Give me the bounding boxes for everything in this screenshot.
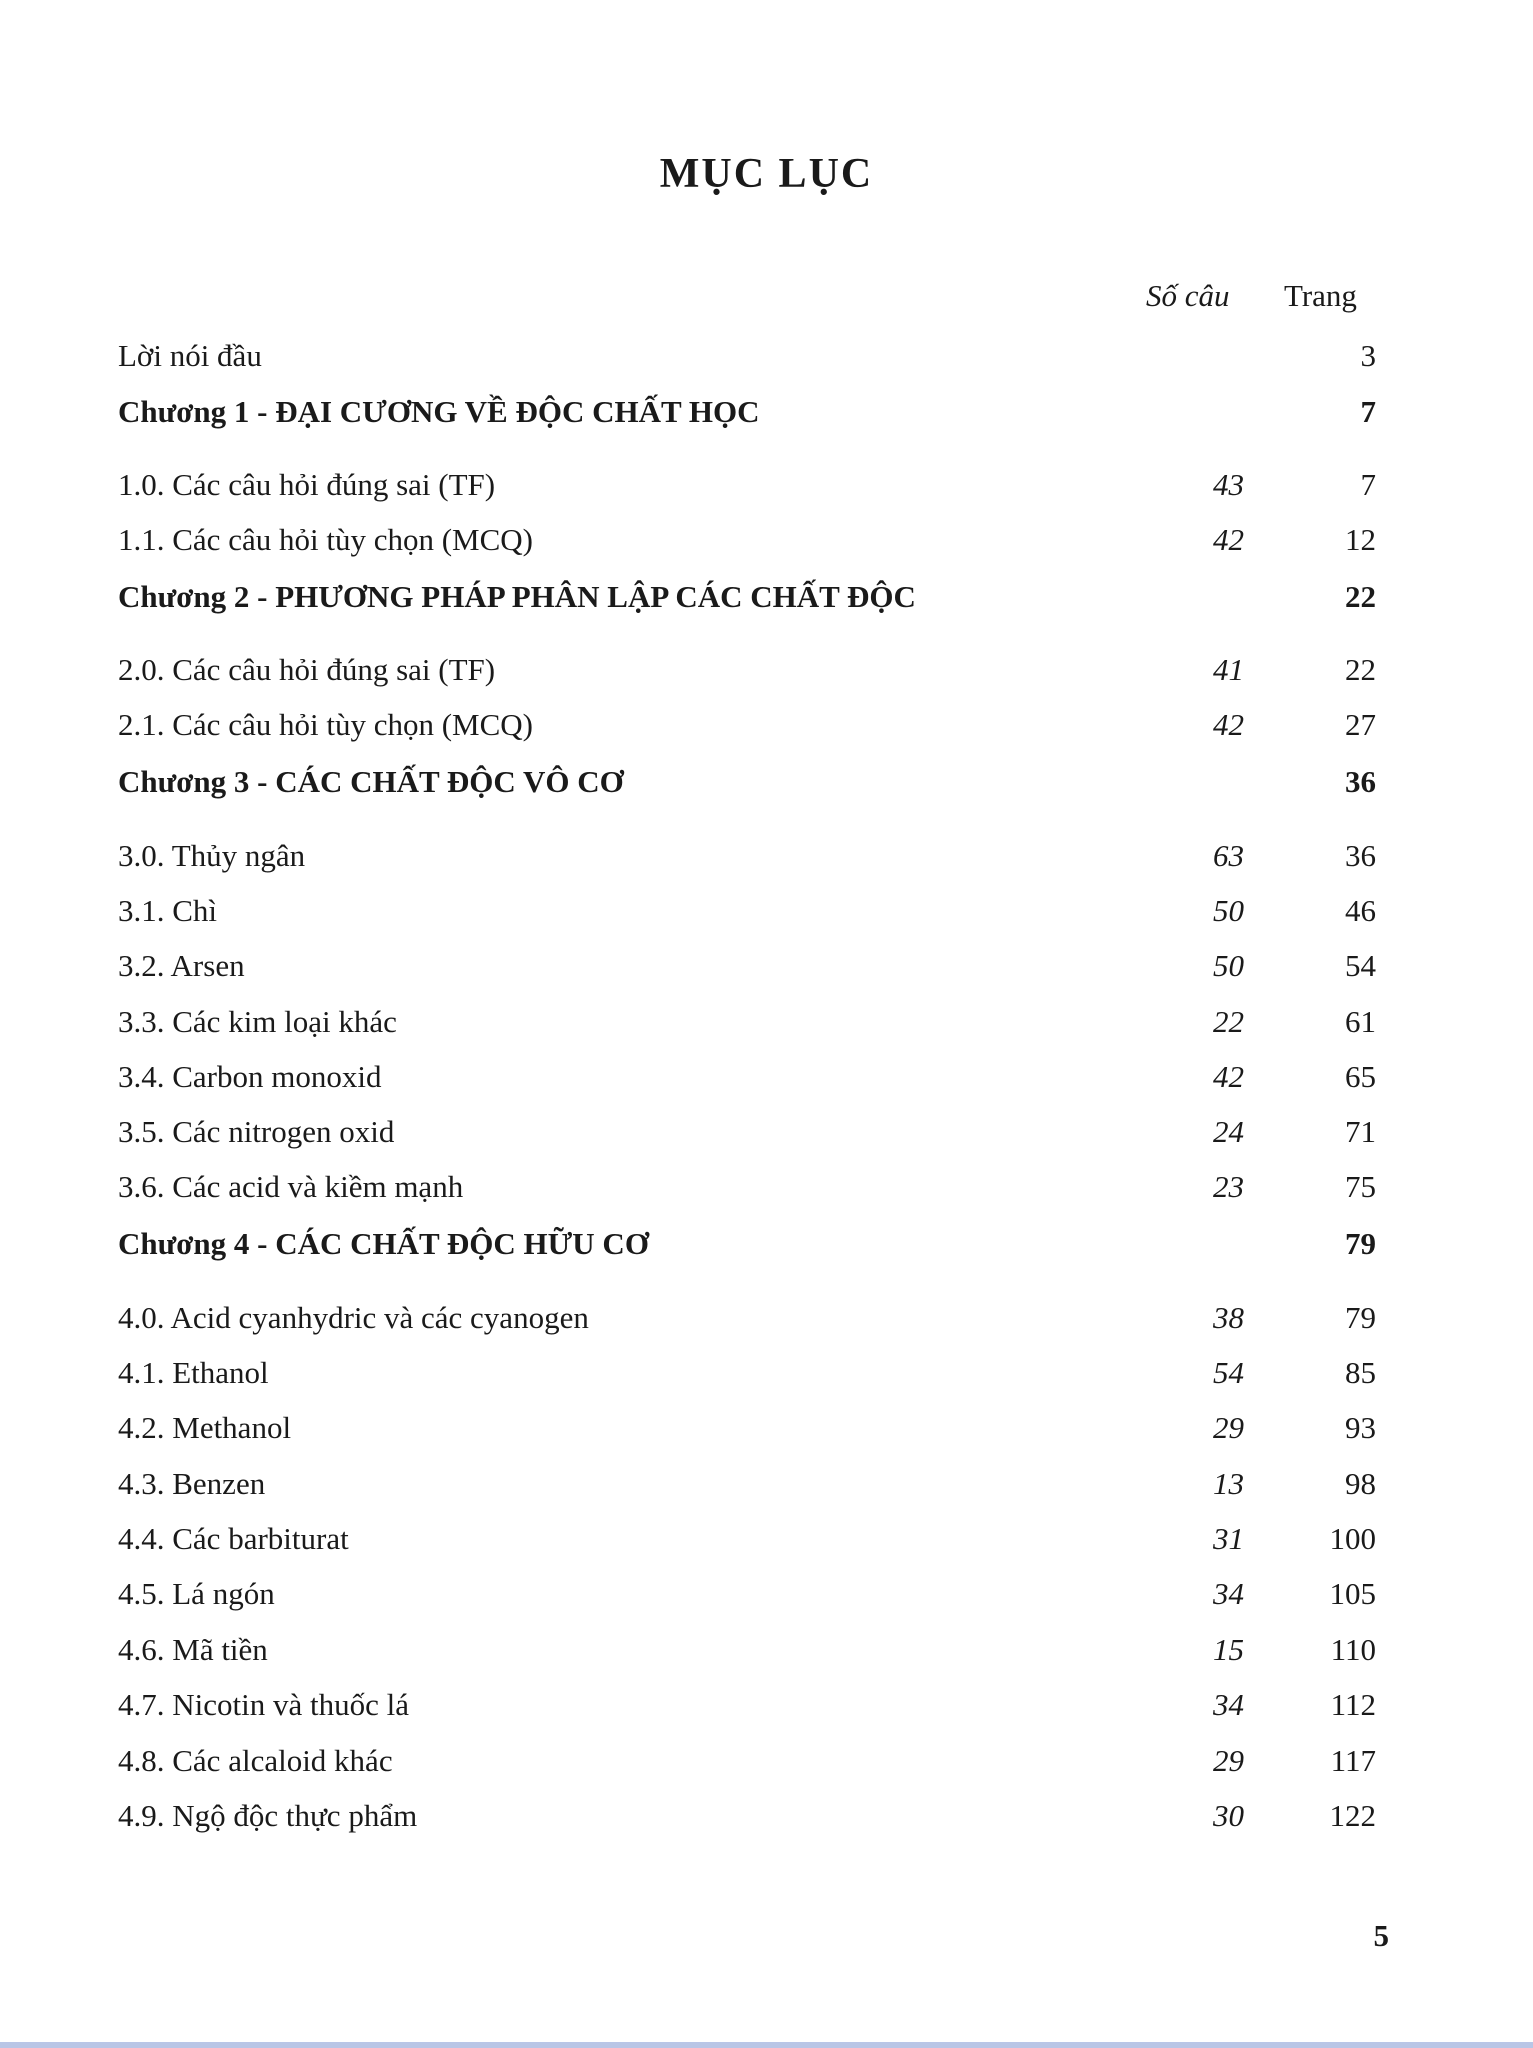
toc-entry-page: 12: [1345, 522, 1376, 557]
toc-entry-label: 4.0. Acid cyanhydric và các cyanogen: [118, 1300, 589, 1335]
toc-chapter-row: [118, 760, 1376, 804]
toc-entry-label: 3.1. Chì: [118, 893, 218, 928]
toc-entry-page: 27: [1345, 707, 1376, 742]
toc-row: [118, 1739, 1376, 1783]
toc-entry-page: 36: [1345, 764, 1376, 799]
toc-entry-label: 1.0. Các câu hỏi đúng sai (TF): [118, 467, 496, 502]
toc-entry-question-count: 42: [1213, 707, 1244, 742]
bottom-edge: [0, 2042, 1533, 2048]
toc-row: [118, 1296, 1376, 1340]
toc-row: [118, 1406, 1376, 1450]
toc-entry-label: Chương 4 - CÁC CHẤT ĐỘC HỮU CƠ: [118, 1226, 649, 1261]
toc-entry-page: 93: [1345, 1410, 1376, 1445]
toc-entry-label: 2.1. Các câu hỏi tùy chọn (MCQ): [118, 707, 533, 742]
toc-row: [118, 648, 1376, 692]
toc-row: [118, 1000, 1376, 1044]
toc-entry-question-count: 24: [1213, 1114, 1244, 1149]
toc-row: [118, 1794, 1376, 1838]
page-number: 5: [1373, 1918, 1389, 1953]
toc-entry-label: 3.2. Arsen: [118, 948, 245, 983]
toc-row: [118, 463, 1376, 507]
toc-entry-page: 117: [1330, 1743, 1376, 1778]
page-title: MỤC LỤC: [659, 151, 874, 197]
toc-entry-question-count: 34: [1213, 1687, 1244, 1722]
toc-row: [118, 944, 1376, 988]
toc-chapter-row: [118, 575, 1376, 619]
toc-entry-page: 79: [1345, 1226, 1376, 1261]
toc-entry-page: 46: [1345, 893, 1376, 928]
toc-entry-question-count: 13: [1213, 1466, 1244, 1501]
toc-entry-question-count: 23: [1213, 1169, 1244, 1204]
toc-entry-page: 7: [1360, 467, 1376, 502]
toc-row: [118, 834, 1376, 878]
toc-entry-page: 100: [1329, 1521, 1376, 1556]
toc-entry-page: 79: [1345, 1300, 1376, 1335]
column-header-page: Trang: [1284, 278, 1357, 313]
toc-entry-label: 4.4. Các barbiturat: [118, 1521, 349, 1556]
toc-row: [118, 334, 1376, 378]
toc-entry-label: 3.6. Các acid và kiềm mạnh: [118, 1169, 464, 1204]
toc-entry-question-count: 63: [1213, 838, 1244, 873]
toc-row: [118, 1517, 1376, 1561]
toc-entry-question-count: 41: [1213, 652, 1244, 687]
toc-entry-label: 3.3. Các kim loại khác: [118, 1004, 397, 1039]
toc-entry-page: 75: [1345, 1169, 1376, 1204]
toc-entry-question-count: 31: [1213, 1521, 1244, 1556]
toc-entry-page: 36: [1345, 838, 1376, 873]
toc-entry-page: 85: [1345, 1355, 1376, 1390]
toc-entry-page: 71: [1345, 1114, 1376, 1149]
toc-entry-label: 3.5. Các nitrogen oxid: [118, 1114, 395, 1149]
toc-entry-page: 65: [1345, 1059, 1376, 1094]
toc-row: [118, 889, 1376, 933]
toc-entry-question-count: 34: [1213, 1576, 1244, 1611]
toc-entry-question-count: 15: [1213, 1632, 1244, 1667]
toc-entry-label: 4.1. Ethanol: [118, 1355, 269, 1390]
toc-entry-label: Chương 2 - PHƯƠNG PHÁP PHÂN LẬP CÁC CHẤT ĐỘC: [118, 579, 916, 614]
toc-entry-label: 4.7. Nicotin và thuốc lá: [118, 1687, 409, 1722]
toc-entry-page: 22: [1345, 652, 1376, 687]
toc-entry-question-count: 50: [1213, 948, 1244, 983]
toc-entry-page: 3: [1360, 338, 1376, 373]
toc-entry-question-count: 50: [1213, 893, 1244, 928]
toc-entry-label: 2.0. Các câu hỏi đúng sai (TF): [118, 652, 496, 687]
toc-entry-label: 1.1. Các câu hỏi tùy chọn (MCQ): [118, 522, 533, 557]
toc-entry-question-count: 38: [1213, 1300, 1244, 1335]
toc-entry-label: 4.5. Lá ngón: [118, 1576, 275, 1611]
toc-entry-label: Lời nói đầu: [118, 338, 262, 373]
toc-entry-label: 4.3. Benzen: [118, 1466, 266, 1501]
toc-entry-page: 105: [1329, 1576, 1376, 1611]
toc-entry-page: 22: [1345, 579, 1376, 614]
toc-entry-label: 3.4. Carbon monoxid: [118, 1059, 382, 1094]
toc-entry-question-count: 30: [1213, 1798, 1244, 1833]
toc-entry-question-count: 22: [1213, 1004, 1244, 1039]
toc-entry-question-count: 54: [1213, 1355, 1244, 1390]
toc-entry-label: 4.9. Ngộ độc thực phẩm: [118, 1798, 418, 1833]
toc-entry-label: Chương 3 - CÁC CHẤT ĐỘC VÔ CƠ: [118, 764, 624, 799]
toc-entry-page: 122: [1329, 1798, 1376, 1833]
toc-row: [118, 1055, 1376, 1099]
toc-row: [118, 1462, 1376, 1506]
toc-entry-page: 54: [1345, 948, 1376, 983]
toc-row: [118, 1110, 1376, 1154]
toc-entry-label: 4.2. Methanol: [118, 1410, 292, 1445]
column-header-question-count: Số câu: [1146, 278, 1230, 313]
toc-entry-label: 3.0. Thủy ngân: [118, 838, 306, 873]
toc-entry-question-count: 29: [1213, 1410, 1244, 1445]
toc-row: [118, 1628, 1376, 1672]
toc-row: [118, 703, 1376, 747]
toc-entry-question-count: 42: [1213, 1059, 1244, 1094]
toc-entry-question-count: 29: [1213, 1743, 1244, 1778]
toc-entry-page: 61: [1345, 1004, 1376, 1039]
toc-row: [118, 1572, 1376, 1616]
toc-entry-label: Chương 1 - ĐẠI CƯƠNG VỀ ĐỘC CHẤT HỌC: [118, 394, 760, 429]
toc-entry-page: 98: [1345, 1466, 1376, 1501]
toc-entry-page: 110: [1330, 1632, 1376, 1667]
toc-entry-question-count: 43: [1213, 467, 1244, 502]
toc-entry-label: 4.8. Các alcaloid khác: [118, 1743, 393, 1778]
toc-row: [118, 1683, 1376, 1727]
toc-chapter-row: [118, 390, 1376, 434]
toc-entry-page: 112: [1330, 1687, 1376, 1722]
toc-row: [118, 1351, 1376, 1395]
toc-entry-label: 4.6. Mã tiền: [118, 1632, 268, 1667]
toc-row: [118, 518, 1376, 562]
toc-entry-question-count: 42: [1213, 522, 1244, 557]
toc-row: [118, 1165, 1376, 1209]
toc-entry-page: 7: [1360, 394, 1376, 429]
toc-chapter-row: [118, 1222, 1376, 1266]
